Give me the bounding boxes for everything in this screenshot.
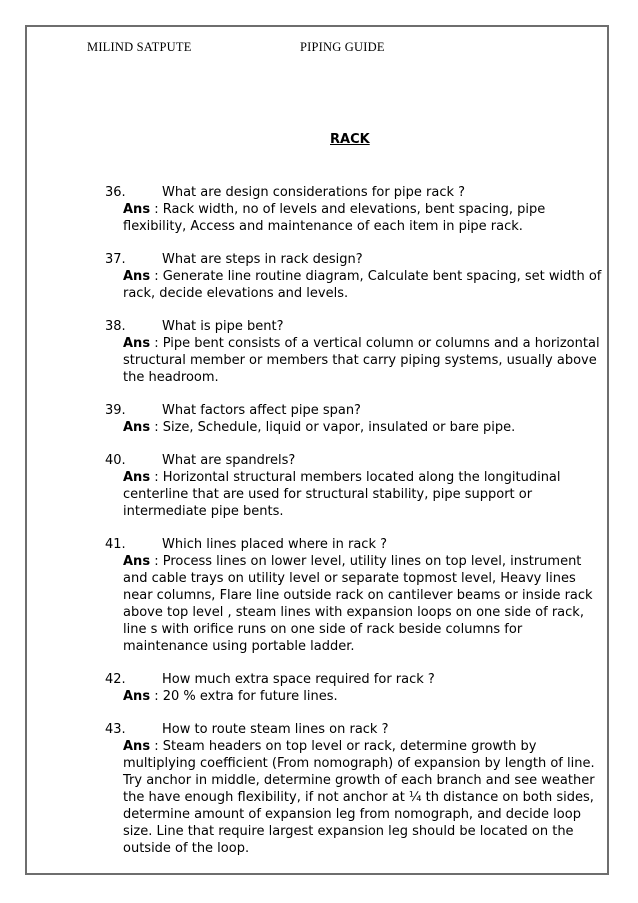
answer [123, 268, 605, 302]
question-line [105, 452, 605, 469]
answer [123, 688, 605, 705]
question-number: 37. [105, 252, 126, 267]
question-text: How much extra space required for rack ? [162, 672, 435, 687]
qa-item-37 [105, 251, 605, 302]
question-text: Which lines placed where in rack ? [162, 537, 388, 552]
answer [123, 419, 605, 436]
question-text: What are steps in rack design? [162, 252, 363, 267]
answer-text: : Rack width, no of levels and elevations, bent spacing, pipe flexibility, Access and maintenance of each item in pipe rack. [123, 202, 546, 234]
header-author: MILIND SATPUTE [87, 40, 192, 54]
qa-item-43 [105, 721, 605, 857]
qa-item-40 [105, 452, 605, 520]
question-number: 41. [105, 537, 126, 552]
qa-list [105, 184, 605, 873]
answer [123, 335, 605, 386]
header-title: PIPING GUIDE [300, 40, 385, 54]
question-line [105, 536, 605, 553]
question-text: What are design considerations for pipe rack ? [162, 185, 466, 200]
question-number: 36. [105, 185, 126, 200]
question-text: How to route steam lines on rack ? [162, 722, 389, 737]
answer-label: Ans [123, 739, 151, 754]
answer-text: : Process lines on lower level, utility lines on top level, instrument and cable trays on utility level or separate topmost level, Heavy lines near columns, Flare line outside rack on cantilever beams or inside rack above top level , steam lines with expansion loops on one side of rack, line s with orifice runs on one side of rack beside columns for maintenance using portable ladder. [123, 554, 593, 654]
answer-label: Ans [123, 202, 151, 217]
answer-text: : 20 % extra for future lines. [154, 689, 338, 704]
answer-text: : Pipe bent consists of a vertical column or columns and a horizontal structural member or members that carry piping systems, usually above the headroom. [123, 336, 600, 385]
answer-text: : Horizontal structural members located along the longitudinal centerline that are used for structural stability, pipe support or intermediate pipe bents. [123, 470, 561, 519]
section-title: RACK [330, 132, 370, 147]
answer-label: Ans [123, 420, 151, 435]
question-line [105, 721, 605, 738]
question-number: 42. [105, 672, 126, 687]
question-line [105, 184, 605, 201]
question-number: 40. [105, 453, 126, 468]
question-line [105, 251, 605, 268]
answer-label: Ans [123, 689, 151, 704]
answer [123, 469, 605, 520]
answer-label: Ans [123, 554, 151, 569]
question-line [105, 671, 605, 688]
question-line [105, 402, 605, 419]
question-text: What are spandrels? [162, 453, 296, 468]
qa-item-39 [105, 402, 605, 436]
qa-item-41 [105, 536, 605, 655]
qa-item-36 [105, 184, 605, 235]
answer-text: : Generate line routine diagram, Calculate bent spacing, set width of rack, decide elevations and levels. [123, 269, 602, 301]
answer [123, 553, 605, 655]
answer-text: : Size, Schedule, liquid or vapor, insulated or bare pipe. [154, 420, 516, 435]
question-line [105, 318, 605, 335]
question-number: 39. [105, 403, 126, 418]
answer-label: Ans [123, 470, 151, 485]
qa-item-38 [105, 318, 605, 386]
answer [123, 738, 605, 857]
question-number: 38. [105, 319, 126, 334]
answer-text: : Steam headers on top level or rack, determine growth by multiplying coefficient (From nomograph) of expansion by length of line. Try anchor in middle, determine growth of each branch and see weather the have enough flexibility, if not anchor at ¼ th distance on both sides, determine amount of expansion leg from nomograph, and decide loop size. Line that require largest expansion leg should be located on the outside of the loop. [123, 739, 595, 856]
question-text: What factors affect pipe span? [162, 403, 361, 418]
answer-label: Ans [123, 336, 151, 351]
answer [123, 201, 605, 235]
answer-label: Ans [123, 269, 151, 284]
question-number: 43. [105, 722, 126, 737]
question-text: What is pipe bent? [162, 319, 284, 334]
qa-item-42 [105, 671, 605, 705]
